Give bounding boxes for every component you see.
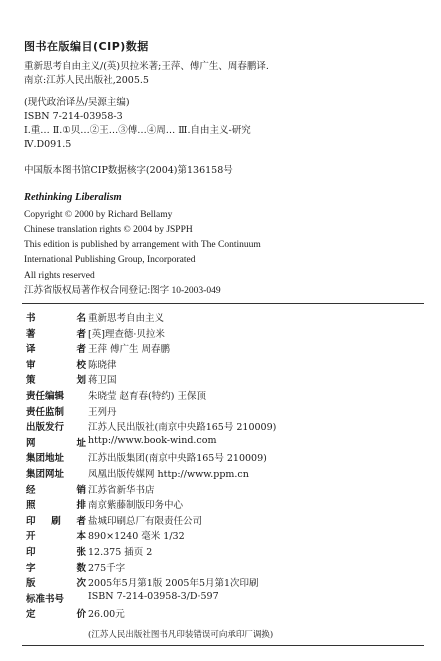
cip-line: Ⅰ.重… Ⅱ.①贝…②王…③傅…④周… Ⅲ.自由主义-研究 [24, 125, 251, 136]
english-title: Rethinking Liberalism [24, 192, 122, 203]
colophon-label: 责任监制 [26, 406, 65, 418]
colophon-label: 集团地址 [26, 453, 65, 465]
cip-line: 南京:江苏人民出版社,2005.5 [24, 75, 149, 86]
colophon-label: 字 数 [26, 562, 86, 574]
cip-title: 图书在版编目(CIP)数据 [24, 40, 149, 53]
colophon-label: 开 本 [26, 531, 86, 543]
english-line: 江苏省版权局著作权合同登记:图字 10-2003-049 [24, 286, 221, 296]
colophon-label: 审 校 [26, 359, 86, 371]
cip-line: 重新思考自由主义/(英)贝拉米著;王萍、傅广生、周春鹏译. [24, 61, 269, 72]
english-line: International Publishing Group, Incorporated [24, 255, 196, 265]
english-line: All rights reserved [24, 271, 95, 281]
colophon-value: 2005年5月第1版 2005年5月第1次印刷 [88, 578, 259, 590]
colophon-label: 责任编辑 [26, 391, 65, 402]
colophon-label: 印 刷 者 [26, 515, 86, 527]
colophon-value: 26.00元 [88, 609, 125, 621]
cip-line: (现代政治译丛/吴源主编) [24, 97, 130, 108]
colophon-value: 凤凰出版传媒网 http://www.ppm.cn [88, 469, 249, 480]
colophon-label: 译 者 [26, 344, 86, 356]
cip-line: 中国版本图书馆CIP数据核字(2004)第136158号 [24, 165, 233, 176]
colophon-label: 集团网址 [26, 469, 65, 480]
colophon-value: 南京紫藤制版印务中心 [88, 500, 184, 512]
colophon-value: http://www.book-wind.com [88, 434, 217, 446]
colophon-row [26, 606, 426, 624]
colophon-label: 出版发行 [26, 422, 65, 434]
colophon-label: 标准书号 [26, 593, 65, 605]
colophon-label: 印 张 [26, 547, 86, 558]
colophon-value: ISBN 7-214-03958-3/D·597 [88, 590, 219, 602]
colophon-value: 盐城印刷总厂有限责任公司 [88, 515, 203, 527]
colophon-value: 朱晓莹 赵育春(特约) 王保顶 [88, 391, 206, 402]
english-line: This edition is published by arrangement with The Continuum [24, 240, 261, 250]
colophon-value: 蒋卫国 [88, 375, 117, 387]
colophon-label: 策 划 [26, 375, 86, 387]
colophon-label: 著 者 [26, 328, 86, 340]
colophon-value: 江苏出版集团(南京中央路165号 210009) [88, 453, 267, 465]
colophon-value: 陈晓律 [88, 359, 117, 371]
cip-line: Ⅳ.D091.5 [24, 139, 72, 150]
colophon-label: 定 价 [26, 609, 86, 621]
colophon-value: 890×1240 毫米 1/32 [88, 531, 185, 543]
colophon-value: 江苏省新华书店 [88, 484, 155, 496]
colophon-label: 经 销 [26, 484, 86, 496]
divider-top [22, 303, 424, 304]
english-line: Chinese translation rights © 2004 by JSPPH [24, 225, 193, 235]
english-line: Copyright © 2000 by Richard Bellamy [24, 210, 173, 220]
colophon-value: 王列丹 [88, 406, 117, 418]
divider-bottom [22, 645, 424, 646]
colophon-label: 网 址 [26, 437, 86, 449]
colophon-value: 12.375 插页 2 [88, 547, 153, 558]
colophon-value: [英]理查德·贝拉米 [88, 328, 165, 340]
colophon-value: 275千字 [88, 562, 126, 574]
colophon-label: 版 次 [26, 578, 86, 590]
colophon-label: 书 名 [26, 313, 86, 324]
colophon-value: 重新思考自由主义 [88, 313, 165, 324]
colophon-label: 照 排 [26, 500, 86, 512]
cip-line: ISBN 7-214-03958-3 [24, 111, 123, 122]
footnote: (江苏人民出版社图书凡印装错误可向承印厂调换) [88, 630, 274, 640]
colophon-value: 江苏人民出版社(南京中央路165号 210009) [88, 422, 277, 434]
colophon-value: 王萍 傅广生 周春鹏 [88, 344, 171, 356]
